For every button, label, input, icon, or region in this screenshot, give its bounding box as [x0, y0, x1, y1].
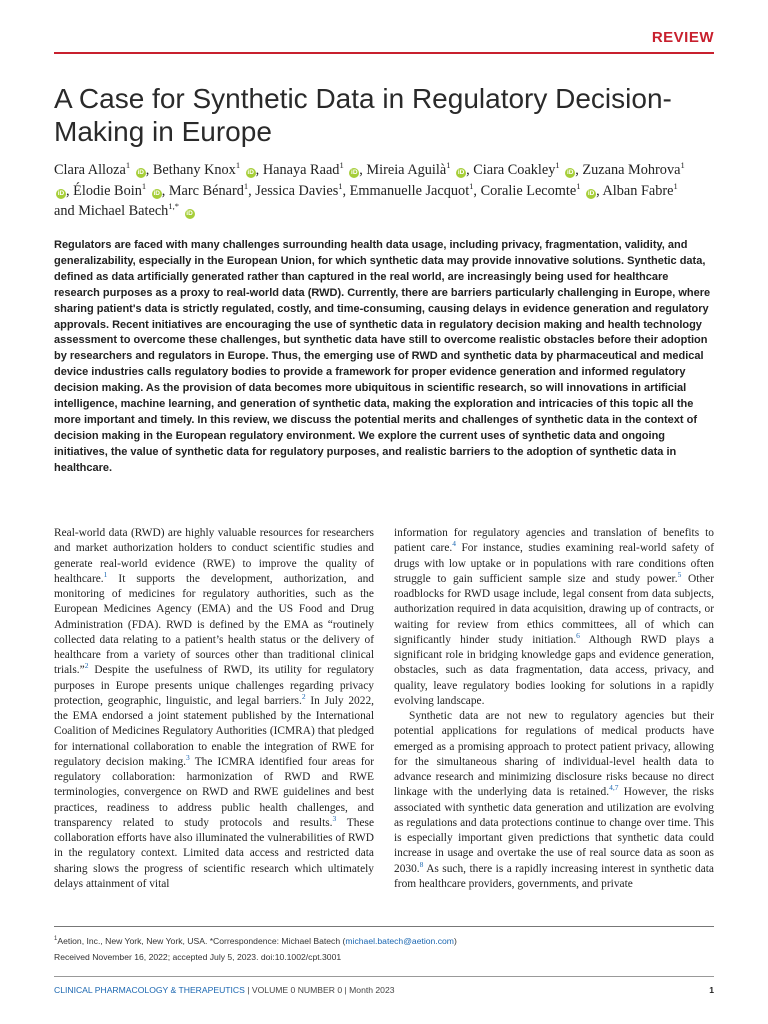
author-name: Emmanuelle Jacquot [349, 182, 470, 199]
author-name: Marc Bénard [168, 182, 244, 199]
citation-marker[interactable]: 4,7 [609, 783, 619, 793]
body-text: Other roadblocks for RWD usage include, legal consent from data subjects, authorization required in data acquisition, drawing up of contracts, or waiting for review from ethics committees, all of which can significantly hinder study initiation. [394, 572, 714, 646]
author-name: Coralie Lecomte [480, 182, 577, 199]
author-affiliation-marker: 1 [141, 180, 147, 191]
citation-marker[interactable]: 6 [576, 630, 580, 640]
citation-marker[interactable]: 4 [452, 539, 457, 549]
body-column-left [54, 526, 374, 892]
author-name: Ciara Coakley [473, 162, 556, 178]
page-number: 1 [709, 985, 714, 995]
citation-marker[interactable]: 3 [186, 752, 190, 762]
body-text: Synthetic data are not new to regulatory agencies but their potential applications for regulations of medical products have emerged as a promising approach to protect patient privacy, allowing for the simultaneous sharing of individual-level health data to advance research and minimizing disclosure risks because no direct linkage with the underlying data is retained. [394, 710, 714, 799]
footer-rule [54, 976, 714, 977]
body-text: It supports the development, authorization, and monitoring of medicines for regulatory authorities, such as the European Medicines Agency (EMA) and the US Food and Drug Administration (FDA). RWD is defined by the EMA as “routinely collected data relating to a patient’s health status or the delivery of healthcare from a variety of sources other than traditional clinical trials.” [54, 572, 374, 677]
section-label: REVIEW [651, 29, 714, 46]
body-text: As such, there is a rapidly increasing interest in synthetic data from healthcare providers, governments, and private [394, 862, 714, 890]
author-affiliation-marker: 1 [338, 180, 343, 191]
citation-marker[interactable]: 3 [332, 813, 337, 823]
page-footer [54, 983, 714, 997]
author-list: Clara Alloza$^1$ iD , Bethany Knox$^1$ iD , Hanaya Raad$^1$ iD , Mireia Aguilà$^1$ iD , Ciara Coakley$^1$ iD , Zuzana Mohrova$^1$ iD , Élodie Boin$^1$ iD , Marc Bénard$^1$, Jessica Davies$^1$, Emmanuelle Jacquot$^1$, Coralie Lecomte$^1$ iD , Alban Fabre$^1$ and Michael Batech$^{1,*}$ iD [54, 160, 685, 219]
author-affiliation-marker: 1 [235, 160, 241, 171]
citation-marker[interactable]: 8 [419, 859, 424, 869]
body-column-right [394, 526, 714, 892]
author-affiliation-marker: 1 [673, 180, 678, 191]
author-name: Élodie Boin [73, 182, 142, 199]
citation-marker[interactable]: 2 [301, 691, 306, 701]
body-paragraph [394, 526, 714, 709]
body-text: Real-world data (RWD) are highly valuable resources for researchers and market authorization holders to conduct scientific studies and generate real-world evidence (RWE) to improve the quality of healthcare. [54, 527, 374, 585]
correspondence-email-link[interactable]: michael.batech@aetion.com [345, 936, 454, 946]
orcid-icon[interactable]: iD [587, 189, 595, 197]
body-text: However, the risks associated with synthetic data generation and utilization are evolving as regulations and data protections continue to change over time. This is especially important given predictions that synthetic data could increase in usage and overtake the use of real source data as soon as 2030. [394, 786, 714, 875]
body-text: Despite the usefulness of RWD, its utility for regulatory purposes in Europe presents unique challenges regarding privacy protection, geographic, linguistic, and legal barriers. [54, 664, 374, 707]
author-name: Bethany Knox [152, 162, 236, 178]
author-affiliation-marker: 1 [469, 180, 474, 191]
affiliation-text: Aetion, Inc., New York, New York, USA. *Correspondence: Michael Batech ( [57, 936, 346, 946]
author-affiliation-marker: 1 [555, 160, 560, 171]
author-affiliation-marker: 1 [339, 160, 344, 171]
footnote-rule [54, 926, 714, 927]
author-name: Zuzana Mohrova [582, 162, 681, 178]
orcid-icon[interactable]: iD [153, 189, 160, 197]
body-paragraph [54, 526, 374, 892]
abstract: Regulators are faced with many challenges surrounding health data usage, including privacy, fragmentation, validity, and generalizability, especially in the European Union, for which synthetic data may provide innovative solutions. Synthetic data, defined as data artificially generated rather than captured in the real world, are increasingly being used for healthcare research purposes as a proxy to real-world data (RWD). Currently, there are barriers particularly challenging in Europe, where sharing patient's data is strictly regulated, costly, and time-consuming, causing delays in evidence generation and regulatory approvals. Recent initiatives are encouraging the use of synthetic data in regulatory decision making and health technology assessment to overcome these challenges, but synthetic data have still to overcome realistic obstacles before their adoption by researchers and regulators in Europe. Thus, the emerging use of RWD and synthetic data by pharmaceutical and medical device industries calls regulatory bodies to provide a framework for proper evidence generation and informed regulatory decision making. As the provision of data becomes more ubiquitous in scientific research, so will innovations in artificial intelligence, machine learning, and generation of synthetic data, making the exploration and intricacies of this topic all the more important and timely. In this review, we discuss the potential merits and challenges of synthetic data in the context of decision making in the European regulatory environment. We explore the current uses of synthetic data and ongoing initiatives, the value of synthetic data for regulatory purposes, and realistic barriers to the adoption of synthetic data in healthcare. [54, 239, 711, 474]
orcid-icon[interactable]: iD [137, 169, 144, 176]
affiliation-close: ) [453, 936, 457, 946]
author-affiliation-marker: 1 [125, 160, 131, 171]
body-text: The ICMRA identified four areas for regulatory collaboration: harmonization of RWD and RWE terminologies, convergence on RWD and RWE guidelines and best practices, readiness to address public health challenges, and transparency related to study protocols and results. [54, 755, 375, 829]
citation-marker[interactable]: 5 [677, 569, 682, 579]
footnote-marker: 1 [54, 936, 58, 943]
author-affiliation-marker: 1 [576, 180, 581, 191]
body-text: information for regulatory agencies and translation of benefits to patient care. [394, 527, 714, 555]
orcid-icon[interactable]: iD [247, 169, 254, 176]
author-name: Michael Batech [78, 203, 169, 219]
article-title: A Case for Synthetic Data in Regulatory Decision-Making in Europe [54, 83, 672, 147]
orcid-icon[interactable]: iD [186, 210, 193, 217]
author-name: Clara Alloza [54, 162, 126, 178]
author-affiliation-marker: 1,* [168, 201, 179, 212]
author-name: Alban Fabre [602, 182, 674, 199]
issue-info: | VOLUME 0 NUMBER 0 | Month 2023 [244, 985, 395, 995]
orcid-icon[interactable]: iD [566, 169, 574, 176]
body-text: For instance, studies examining real-world safety of drugs with low uptake or in populations with rare conditions often struggle to gain sufficient sample size and study power. [394, 542, 714, 585]
body-paragraph [394, 709, 714, 892]
author-conjunction: and [54, 203, 79, 219]
author-affiliation-marker: 1 [243, 180, 249, 191]
author-name: Mireia Aguilà [366, 162, 447, 178]
received-dates: Received November 16, 2022; accepted July 5, 2023. doi:10.1002/cpt.3001 [54, 952, 342, 962]
author-name: Jessica Davies [255, 182, 339, 199]
body-text: In July 2022, the EMA endorsed a joint statement published by the International Coalition of Medicines Regulatory Authorities (ICMRA) that pledged for international collaboration to enable the integration of RWE for regulatory decision making. [54, 694, 374, 768]
body-text: Although RWD plays a significant role in bridging knowledge gaps and evidence generation, obstacles, such as data fragmentation, data access, privacy, and quality, leave regulatory bodies looking for solutions in a rapidly evolving landscape. [394, 633, 714, 707]
orcid-icon[interactable]: iD [457, 169, 465, 176]
orcid-icon[interactable]: iD [351, 169, 358, 176]
orcid-icon[interactable]: iD [57, 189, 65, 197]
citation-marker[interactable]: 2 [84, 661, 89, 671]
header-rule [54, 52, 714, 54]
author-affiliation-marker: 1 [680, 160, 685, 171]
body-text: These collaboration efforts have also illuminated the vulnerabilities of RWD in the regulatory context. Limited data access and restricted data sharing slows the progress of scientific research which ultimately delays attainment of vital [54, 816, 375, 890]
journal-name: CLINICAL PHARMACOLOGY & THERAPEUTICS [54, 985, 245, 995]
citation-marker[interactable]: 1 [103, 569, 108, 579]
affiliation-footnote [54, 933, 714, 949]
author-name: Hanaya Raad [262, 162, 340, 178]
author-affiliation-marker: 1 [446, 160, 451, 171]
